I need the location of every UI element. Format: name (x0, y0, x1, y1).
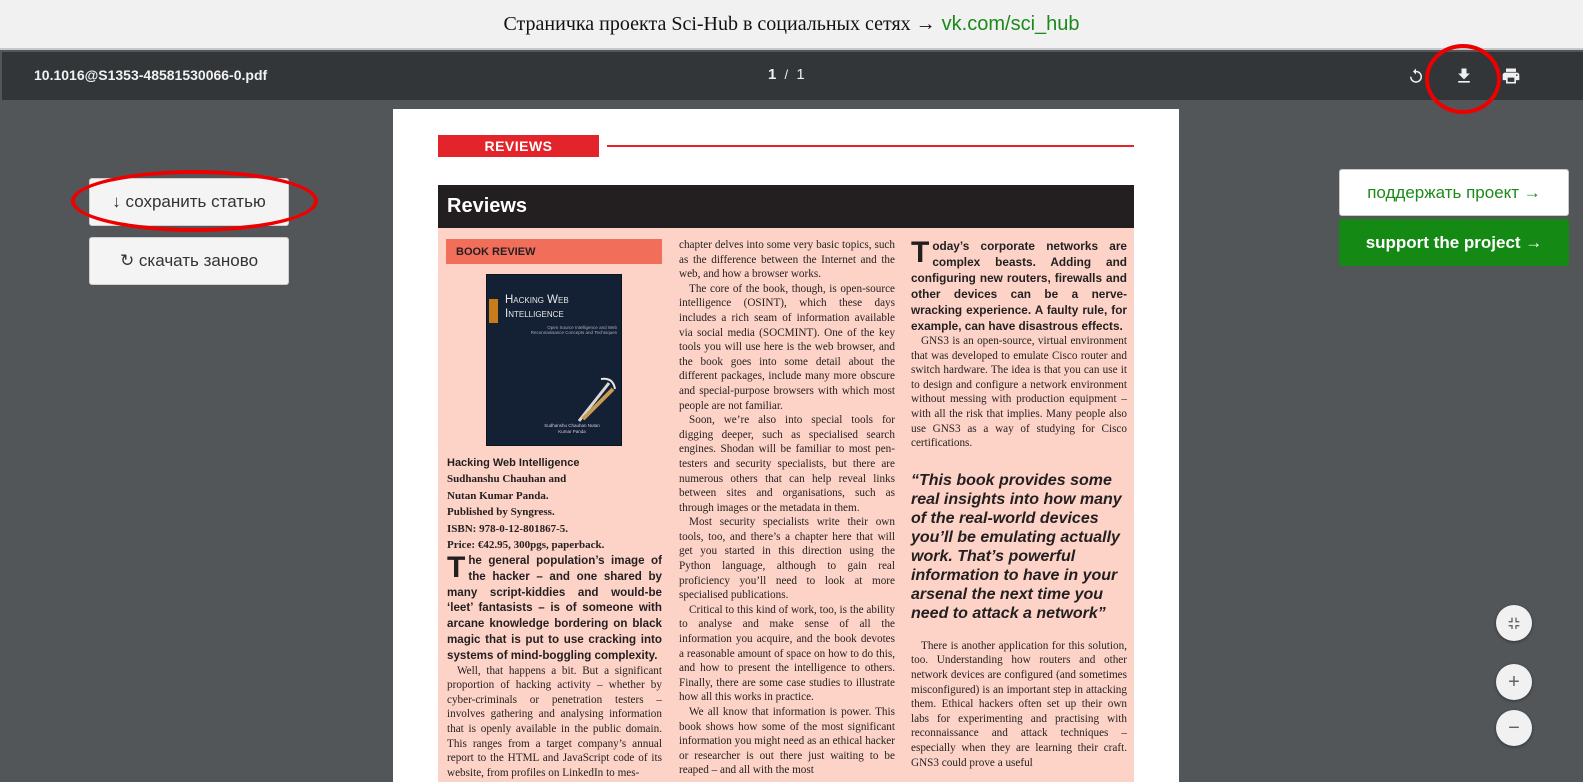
col3-text (911, 238, 1127, 770)
rotate-icon[interactable] (1404, 64, 1428, 88)
book-price: Price: €42.95, 300pgs, paperback. (447, 539, 605, 552)
col2-para-3: Soon, we’re also into special tools for digging deeper, such as specialised search engines. Shodan will be familiar to most pen-testers and security specialists, but there are numerous others that can help reveal links between sites and organisations, such as through images or the metadata in them. (679, 414, 895, 514)
book-publisher: Published by Syngress. (447, 506, 555, 519)
cover-subtitle: Open Source Intelligence and Web Reconnaissance Concepts and Techniques (530, 325, 617, 335)
fit-page-icon[interactable] (1496, 605, 1532, 641)
article-body (438, 228, 1134, 782)
book-cover-image (486, 274, 622, 446)
cover-authors: Sudhanshu Chauhan Nutan Kumar Panda (544, 423, 600, 434)
cover-spine (489, 299, 498, 323)
zoom-in-button[interactable]: + (1496, 664, 1532, 700)
col1-intro (447, 553, 662, 664)
page-separator: / (784, 67, 789, 82)
book-authors-1: Sudhanshu Chauhan and (447, 473, 567, 486)
section-tag: REVIEWS (438, 135, 599, 157)
zoom-out-button[interactable]: − (1496, 710, 1532, 746)
support-project-ru-button[interactable]: поддержать проект → (1339, 169, 1569, 216)
col2-para-5: Critical to this kind of work, too, is the ability to analyse and make sense of all the information you acquire, and the book devotes a reasonable amount of space on how to do this, and how to present the intelligence to others. Finally, there are some case studies to illustrate how all this works in practice. (679, 603, 895, 704)
save-article-button[interactable]: ↓ сохранить статью (89, 178, 289, 226)
print-icon[interactable] (1499, 64, 1523, 88)
section-rule (607, 145, 1134, 147)
col2-text (679, 238, 895, 778)
redownload-button[interactable]: ↻ скачать заново (89, 237, 289, 285)
book-metadata (447, 455, 662, 553)
social-banner (0, 0, 1583, 50)
cover-title-line1: Hacking Web (505, 294, 569, 306)
pull-quote: “This book provides some real insights into how many of the real-world devices you’ll be emulating actually work. That’s powerful information to have in your arsenal the next time you need to attack a network” (911, 471, 1122, 622)
col3-dropcap: T (911, 236, 930, 269)
col3-intro-text: oday’s corporate networks are complex beasts. Adding and configuring new routers, firewalls and other devices can be a nerve-wracking experience. A faulty rule, for example, can have disastrous effects. (911, 239, 1127, 333)
col1-text (447, 553, 662, 780)
cover-title-line2: Intelligence (505, 308, 564, 320)
banner-text: Страничка проекта Sci-Hub в социальных сетях → (503, 12, 936, 35)
book-title: Hacking Web Intelligence (447, 457, 580, 469)
col3-intro (911, 238, 1127, 334)
col1-intro-text: he general population’s image of the hacker – and one shared by many script-kiddies and would-be ‘leet’ fantasists – is of someone with arcane knowledge bordering on black magic that is put to use cracking into systems of mind-boggling complexity. (447, 554, 662, 662)
pdf-filename: 10.1016@S1353-48581530066-0.pdf (34, 67, 268, 83)
col2-para-4: Most security specialists write their own tools, too, and there’s a chapter here that will get you started in this direction using the Python language, although to gain real proficiency you’ll need to look at more specialised publications. (679, 516, 895, 602)
book-review-label: BOOK REVIEW (446, 239, 662, 264)
col3-para-1: GNS3 is an open-source, virtual environment that was developed to emulate Cisco router and switch hardware. The idea is that you can use it to design and configure a network environment without messing with production equipment – with all the risk that implies. Many people also use GNS3 as a way of studying for Cisco certifications. (911, 335, 1127, 450)
cover-title (505, 293, 569, 321)
col1-dropcap: T (447, 551, 466, 584)
col2-para-2: The core of the book, though, is open-source intelligence (OSINT), which these days includes a rich seam of information available via social media (SOCMINT). One of the key tools you will use here is the web browser, and the book goes into some detail about the different packages, include many more obscure and special-purpose browsers with which most people are not familiar. (679, 282, 895, 412)
page-total: 1 (796, 66, 805, 83)
pdf-page (393, 109, 1179, 782)
book-isbn: ISBN: 978-0-12-801867-5. (447, 522, 568, 535)
col2-para-6: We all know that information is power. This book shows how some of the most significant information you might need as an ethical hacker or researcher is out there just waiting to be reaped – and all with the most (679, 706, 895, 777)
support-project-en-button[interactable]: support the project → (1339, 219, 1569, 266)
col3-para-2: There is another application for this solution, too. Understanding how routers and other network devices are configured (and sometimes misconfigured) is an important step in attacking them. Ethical hackers often set up their own labs for experimenting and practising with reconnaissance and attack techniques – especially when they are learning their craft. GNS3 could prove a useful (911, 639, 1127, 769)
col1-para-1: Well, that happens a bit. But a significant proportion of hacking activity – whether by cyber-criminals or penetration testers – involves gathering and analysing information that is openly available in the public domain. This ranges from a target company’s annual report to the HTML and JavaScript code of its website, from profiles on LinkedIn to mes- (447, 664, 662, 779)
download-icon[interactable] (1452, 64, 1476, 88)
book-authors-2: Nutan Kumar Panda. (447, 489, 549, 502)
col2-para-1: chapter delves into some very basic topics, such as the difference between the Internet and the web, and how a browser works. (679, 239, 895, 281)
vk-link[interactable]: vk.com/sci_hub (941, 12, 1080, 35)
pickaxe-icon (575, 375, 617, 425)
reviews-header: Reviews (438, 185, 1134, 228)
page-indicator (768, 66, 805, 83)
pdf-toolbar (2, 52, 1583, 100)
page-current[interactable]: 1 (768, 66, 777, 83)
